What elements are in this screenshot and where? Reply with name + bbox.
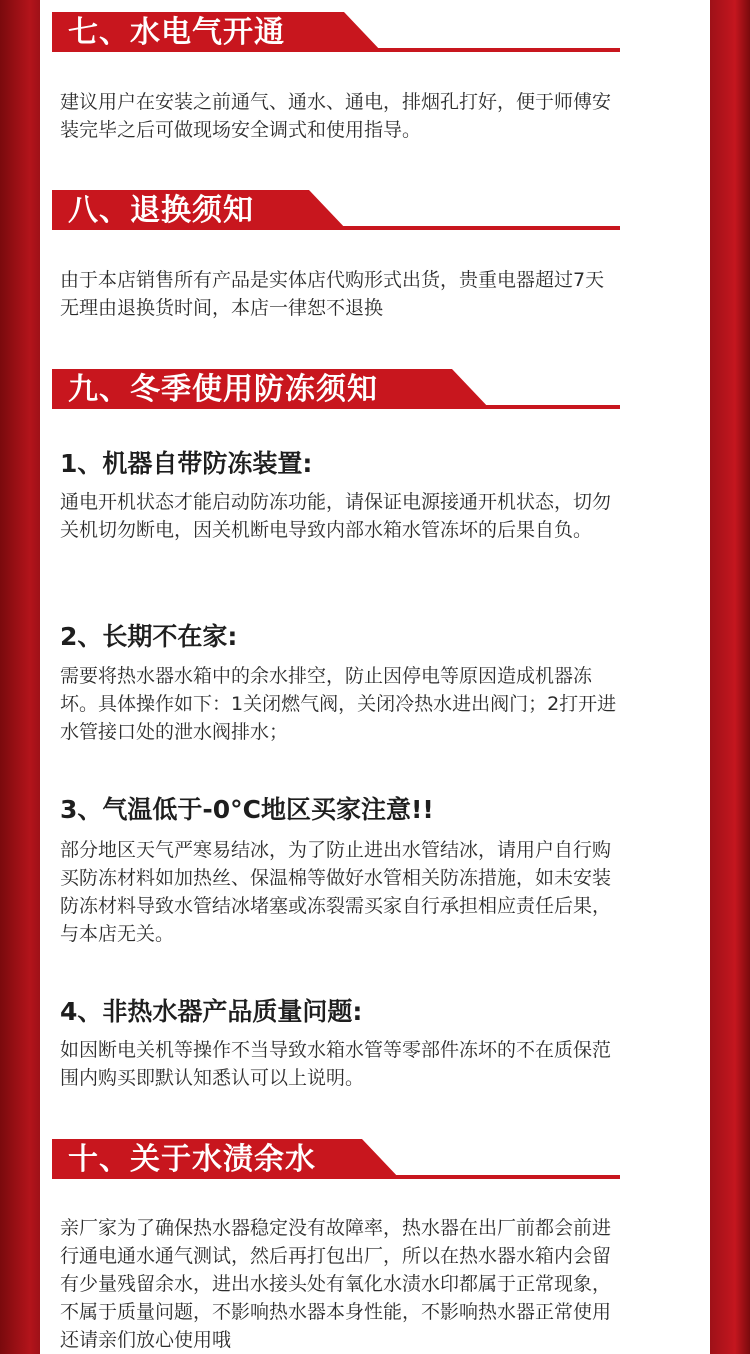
section-body: 由于本店销售所有产品是实体店代购形式出货，贵重电器超过7天无理由退换货时间，本店一律恕不退换 bbox=[60, 269, 605, 319]
section-title: 八、退换须知 bbox=[68, 193, 254, 228]
section-body: 建议用户在安装之前通气、通水、通电，排烟孔打好，便于师傅安装完毕之后可做现场安全调式和使用指导。 bbox=[60, 91, 612, 141]
section-body: 亲厂家为了确保热水器稳定没有故障率，热水器在出厂前都会前进行通电通水通气测试，然后再打包出厂，所以在热水器水箱内会留有少量残留余水，进出水接头处有氧化水渍水印都属于正常现象，不属于质量问题，不影响热水器本身性能，不影响热水器正常使用还请亲们放心使用哦 bbox=[60, 1217, 612, 1351]
item-body: 需要将热水器水箱中的余水排空，防止因停电等原因造成机器冻坏。具体操作如下：1关闭燃气阀，关闭冷热水进出阀门；2打开进水管接口处的泄水阀排水； bbox=[60, 665, 617, 743]
item-heading: 3、气温低于-0°C地区买家注意!! bbox=[60, 795, 434, 824]
section-header-8 bbox=[52, 190, 620, 230]
section-title: 十、关于水渍余水 bbox=[68, 1142, 316, 1177]
item-body: 部分地区天气严寒易结冰，为了防止进出水管结冰，请用户自行购买防冻材料如加热丝、保温棉等做好水管相关防冻措施，如未安装防冻材料导致水管结冰堵塞或冻裂需买家自行承担相应责任后果，与本店无关。 bbox=[60, 839, 612, 945]
section-header-9 bbox=[52, 369, 620, 409]
section-title: 九、冬季使用防冻须知 bbox=[68, 372, 378, 407]
item-heading: 4、非热水器产品质量问题: bbox=[60, 997, 363, 1026]
item-heading: 1、机器自带防冻装置: bbox=[60, 449, 313, 478]
section-title: 七、水电气开通 bbox=[68, 15, 285, 50]
item-body: 通电开机状态才能启动防冻功能，请保证电源接通开机状态，切勿关机切勿断电，因关机断电导致内部水箱水管冻坏的后果自负。 bbox=[60, 491, 612, 541]
section-header-10 bbox=[52, 1139, 620, 1179]
item-body: 如因断电关机等操作不当导致水箱水管等零部件冻坏的不在质保范围内购买即默认知悉认可以上说明。 bbox=[60, 1039, 612, 1089]
section-header-7 bbox=[52, 12, 620, 52]
item-heading: 2、长期不在家: bbox=[60, 622, 238, 651]
